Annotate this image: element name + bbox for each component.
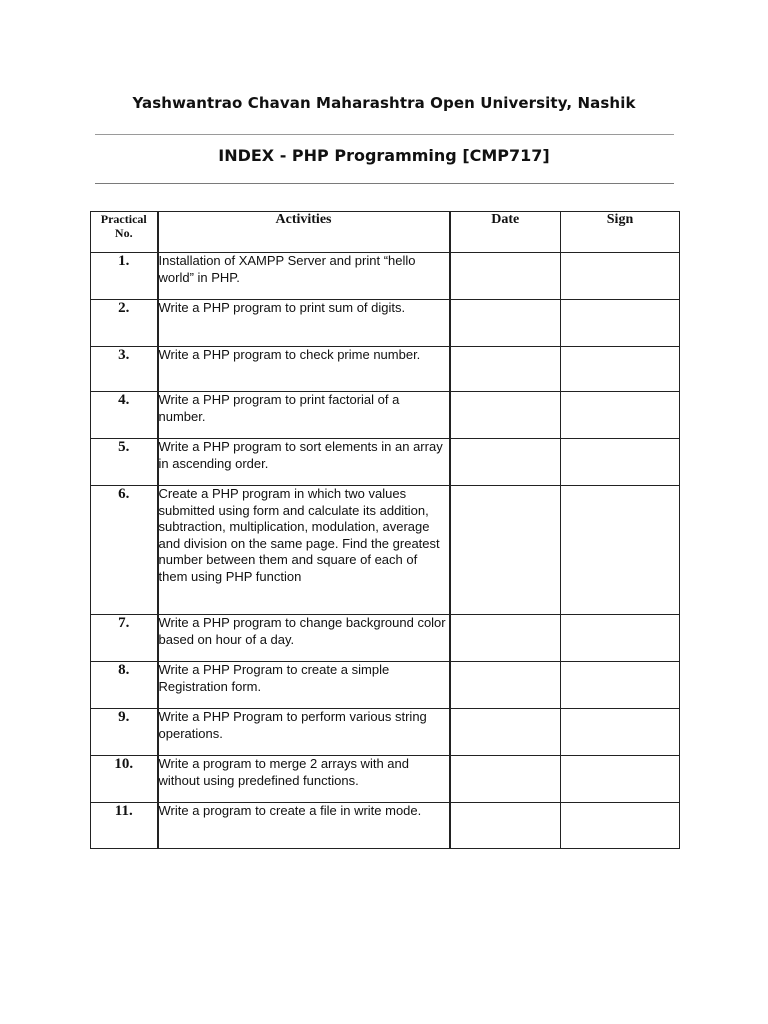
practical-number: 4.: [91, 392, 158, 439]
table-row: [91, 662, 680, 709]
date-cell[interactable]: [450, 253, 561, 300]
table-row: [91, 615, 680, 662]
activity-description: Create a PHP program in which two values submitted using form and calculate its addition, subtraction, multiplication, modulation, average and division on the same page. Find the greatest number between them and square of each of them using PHP function: [158, 486, 450, 615]
table-row: [91, 253, 680, 300]
sign-cell[interactable]: [561, 615, 680, 662]
practical-number: 1.: [91, 253, 158, 300]
date-cell[interactable]: [450, 486, 561, 615]
activity-description: Write a PHP Program to create a simple Registration form.: [158, 662, 450, 709]
index-title: INDEX - PHP Programming [CMP717]: [218, 146, 550, 165]
practical-number: 6.: [91, 486, 158, 615]
header-date: Date: [450, 212, 561, 253]
activity-description: Write a PHP Program to perform various string operations.: [158, 709, 450, 756]
table-row: [91, 756, 680, 803]
table-header-row: [91, 212, 680, 253]
date-cell[interactable]: [450, 756, 561, 803]
table-row: [91, 347, 680, 392]
practical-number: 5.: [91, 439, 158, 486]
bottom-divider: [95, 183, 674, 184]
header-sign: Sign: [561, 212, 680, 253]
sign-cell[interactable]: [561, 300, 680, 347]
practical-index-table: [90, 211, 680, 849]
sign-cell[interactable]: [561, 253, 680, 300]
date-cell[interactable]: [450, 347, 561, 392]
activity-description: Write a program to merge 2 arrays with and without using predefined functions.: [158, 756, 450, 803]
sign-cell[interactable]: [561, 756, 680, 803]
date-cell[interactable]: [450, 392, 561, 439]
practical-number: 2.: [91, 300, 158, 347]
date-cell[interactable]: [450, 803, 561, 849]
practical-number: 10.: [91, 756, 158, 803]
date-cell[interactable]: [450, 615, 561, 662]
sign-cell[interactable]: [561, 392, 680, 439]
activity-description: Write a PHP program to sort elements in an array in ascending order.: [158, 439, 450, 486]
table-row: [91, 709, 680, 756]
activity-description: Write a PHP program to print factorial of a number.: [158, 392, 450, 439]
sign-cell[interactable]: [561, 347, 680, 392]
activity-description: Write a PHP program to change background color based on hour of a day.: [158, 615, 450, 662]
activity-description: Write a PHP program to check prime number.: [158, 347, 450, 392]
header-activities: Activities: [158, 212, 450, 253]
header-practical-no: [91, 212, 158, 253]
table-row: [91, 486, 680, 615]
practical-number: 8.: [91, 662, 158, 709]
practical-number: 9.: [91, 709, 158, 756]
practical-number: 11.: [91, 803, 158, 849]
university-name: Yashwantrao Chavan Maharashtra Open University, Nashik: [132, 94, 636, 112]
activity-description: Write a PHP program to print sum of digits.: [158, 300, 450, 347]
practical-number: 3.: [91, 347, 158, 392]
sign-cell[interactable]: [561, 486, 680, 615]
header-practical-line1: Practical: [100, 212, 147, 226]
practical-number: 7.: [91, 615, 158, 662]
sign-cell[interactable]: [561, 709, 680, 756]
table-row: [91, 300, 680, 347]
table-row: [91, 392, 680, 439]
sign-cell[interactable]: [561, 803, 680, 849]
top-divider: [95, 134, 674, 135]
date-cell[interactable]: [450, 662, 561, 709]
table-row: [91, 803, 680, 849]
date-cell[interactable]: [450, 709, 561, 756]
table-row: [91, 439, 680, 486]
sign-cell[interactable]: [561, 439, 680, 486]
date-cell[interactable]: [450, 439, 561, 486]
activity-description: Installation of XAMPP Server and print “hello world” in PHP.: [158, 253, 450, 300]
header-practical-line2: No.: [114, 226, 133, 240]
sign-cell[interactable]: [561, 662, 680, 709]
activity-description: Write a program to create a file in write mode.: [158, 803, 450, 849]
date-cell[interactable]: [450, 300, 561, 347]
